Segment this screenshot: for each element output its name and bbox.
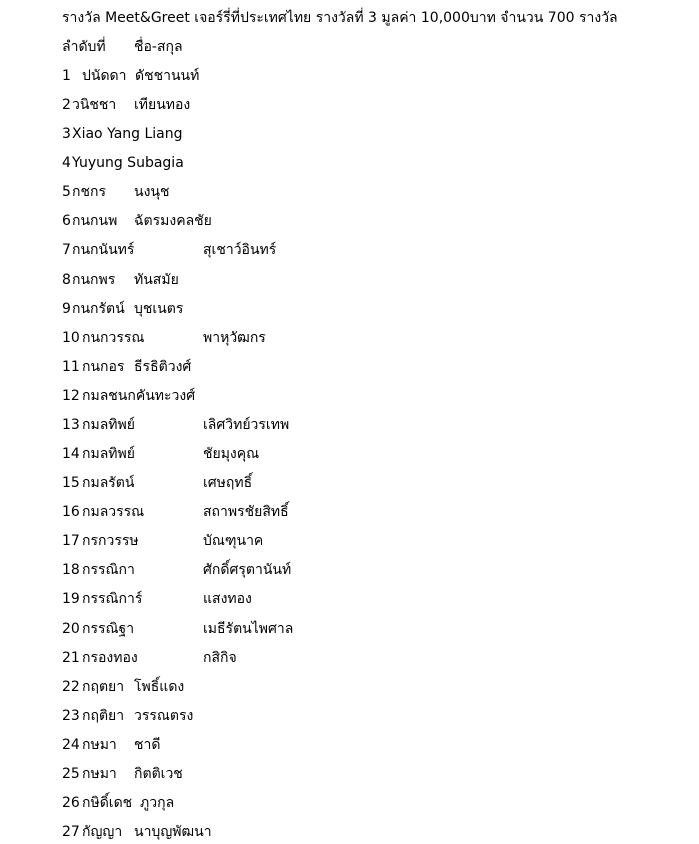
first-name: กมลชนกคันทะวงศ์ <box>82 387 196 404</box>
row-number: 9 <box>62 300 71 317</box>
list-item <box>62 240 662 260</box>
row-number: 3 <box>62 126 71 143</box>
last-name: เศษฤทธิ์ <box>203 475 253 492</box>
first-name: กมลวรรณ <box>82 504 145 521</box>
row-number: 25 <box>62 765 80 782</box>
row-number: 14 <box>62 446 80 463</box>
row-number: 7 <box>62 242 71 259</box>
row-number: 2 <box>62 97 71 114</box>
first-name: กฤติยา <box>82 707 125 724</box>
row-number: 19 <box>62 591 80 608</box>
last-name: ภูวกุล <box>140 795 175 811</box>
first-name: กษิดิ์เดช <box>82 795 133 811</box>
row-number: 5 <box>62 184 71 201</box>
row-number: 26 <box>62 795 80 811</box>
row-number: 8 <box>62 271 71 288</box>
list-item <box>62 415 662 435</box>
row-number: 17 <box>62 533 80 550</box>
list-item <box>62 502 662 522</box>
row-number: 18 <box>62 562 80 579</box>
last-name: นาบุญพัฒนา <box>134 824 212 841</box>
row-number: 10 <box>62 329 80 346</box>
list-item <box>62 124 662 144</box>
list-item <box>62 822 662 842</box>
last-name: เมธีรัตนไพศาล <box>203 620 294 637</box>
list-item <box>62 473 662 493</box>
first-name: ปนัดดา <box>82 68 127 84</box>
list-item <box>62 793 662 813</box>
last-name: กสิกิจ <box>203 649 237 666</box>
first-name: กมลทิพย์ <box>82 416 135 433</box>
list-item <box>62 211 662 231</box>
row-number: 11 <box>62 358 80 375</box>
row-number: 15 <box>62 475 80 492</box>
first-name: กนกรัตน์ <box>72 300 125 317</box>
first-name: กรรณิการ์ <box>82 591 143 608</box>
first-name: กรกวรรษ <box>82 533 139 550</box>
row-number: 27 <box>62 824 80 841</box>
row-number: 12 <box>62 387 80 404</box>
last-name: ทันสมัย <box>134 271 179 288</box>
list-item <box>62 648 662 668</box>
row-number: 20 <box>62 620 80 637</box>
list-item <box>62 270 662 290</box>
row-number: 6 <box>62 213 71 230</box>
last-name: นงนุช <box>134 184 170 201</box>
first-name: Xiao Yang Liang <box>72 126 183 143</box>
list-item <box>62 328 662 348</box>
list-item <box>62 95 662 115</box>
first-name: กชกร <box>72 184 106 201</box>
list-item <box>62 560 662 580</box>
row-number: 4 <box>62 155 71 172</box>
last-name: พาหุวัฒกร <box>203 329 266 346</box>
list-item <box>62 677 662 697</box>
list-item <box>62 619 662 639</box>
last-name: เลิศวิทย์วรเทพ <box>203 416 290 433</box>
last-name: ธีรธิติวงศ์ <box>134 358 192 375</box>
list-item <box>62 589 662 609</box>
first-name: กษมา <box>82 736 117 753</box>
first-name: กรองทอง <box>82 649 138 666</box>
last-name: บุชเนตร <box>134 300 184 317</box>
first-name: กมลรัตน์ <box>82 475 135 492</box>
list-item <box>62 299 662 319</box>
list-item <box>62 706 662 726</box>
last-name: เทียนทอง <box>134 97 191 114</box>
first-name: กัญญา <box>82 824 123 841</box>
last-name: สถาพรชัยสิทธิ์ <box>203 504 289 521</box>
column-order-label: ลำดับที่ <box>62 39 106 55</box>
document-heading: รางวัล Meet&Greet เจอร์รี่ที่ประเทศไทย รางวัลที่ 3 มูลค่า 10,000บาท จำนวน 700 รางวัล <box>62 10 618 26</box>
last-name: สุเชาว์อินทร์ <box>203 242 277 259</box>
column-header-row <box>62 37 662 57</box>
list-item <box>62 153 662 173</box>
column-name-label: ชื่อ-สกุล <box>134 39 183 55</box>
row-number: 23 <box>62 707 80 724</box>
first-name: Yuyung Subagia <box>72 155 184 172</box>
first-name: กมลทิพย์ <box>82 446 135 463</box>
first-name: กฤตยา <box>82 678 125 695</box>
row-number: 24 <box>62 736 80 753</box>
last-name: ฉัตรมงคลชัย <box>134 213 212 230</box>
first-name: กรรณิกา <box>82 562 135 579</box>
row-number: 1 <box>62 68 71 84</box>
first-name: กนกนพ <box>72 213 118 230</box>
list-item <box>62 386 662 406</box>
first-name: กษมา <box>82 765 117 782</box>
list-item <box>62 531 662 551</box>
row-number: 21 <box>62 649 80 666</box>
last-name: กิตติเวช <box>134 765 183 782</box>
last-name: แสงทอง <box>203 591 252 608</box>
last-name: ชาดี <box>134 736 161 753</box>
list-item <box>62 764 662 784</box>
list-item <box>62 735 662 755</box>
last-name: ชัยมุงคุณ <box>203 446 260 463</box>
last-name: ศักดิ์ศรุตานันท์ <box>203 562 292 579</box>
row-number: 22 <box>62 678 80 695</box>
first-name: วนิชชา <box>72 97 117 114</box>
first-name: กรรณิฐา <box>82 620 135 637</box>
list-item <box>62 444 662 464</box>
list-item <box>62 357 662 377</box>
last-name: โพธิ์แดง <box>134 678 185 695</box>
first-name: กนกอร <box>82 358 125 375</box>
first-name: กนกนันทร์ <box>72 242 135 259</box>
row-number: 16 <box>62 504 80 521</box>
last-name: วรรณตรง <box>134 707 194 724</box>
list-item <box>62 182 662 202</box>
last-name: ดัชชานนท์ <box>135 68 200 84</box>
last-name: บัณฑุนาค <box>203 533 264 550</box>
first-name: กนกวรรณ <box>82 329 145 346</box>
first-name: กนกพร <box>72 271 116 288</box>
row-number: 13 <box>62 416 80 433</box>
list-item <box>62 66 662 86</box>
